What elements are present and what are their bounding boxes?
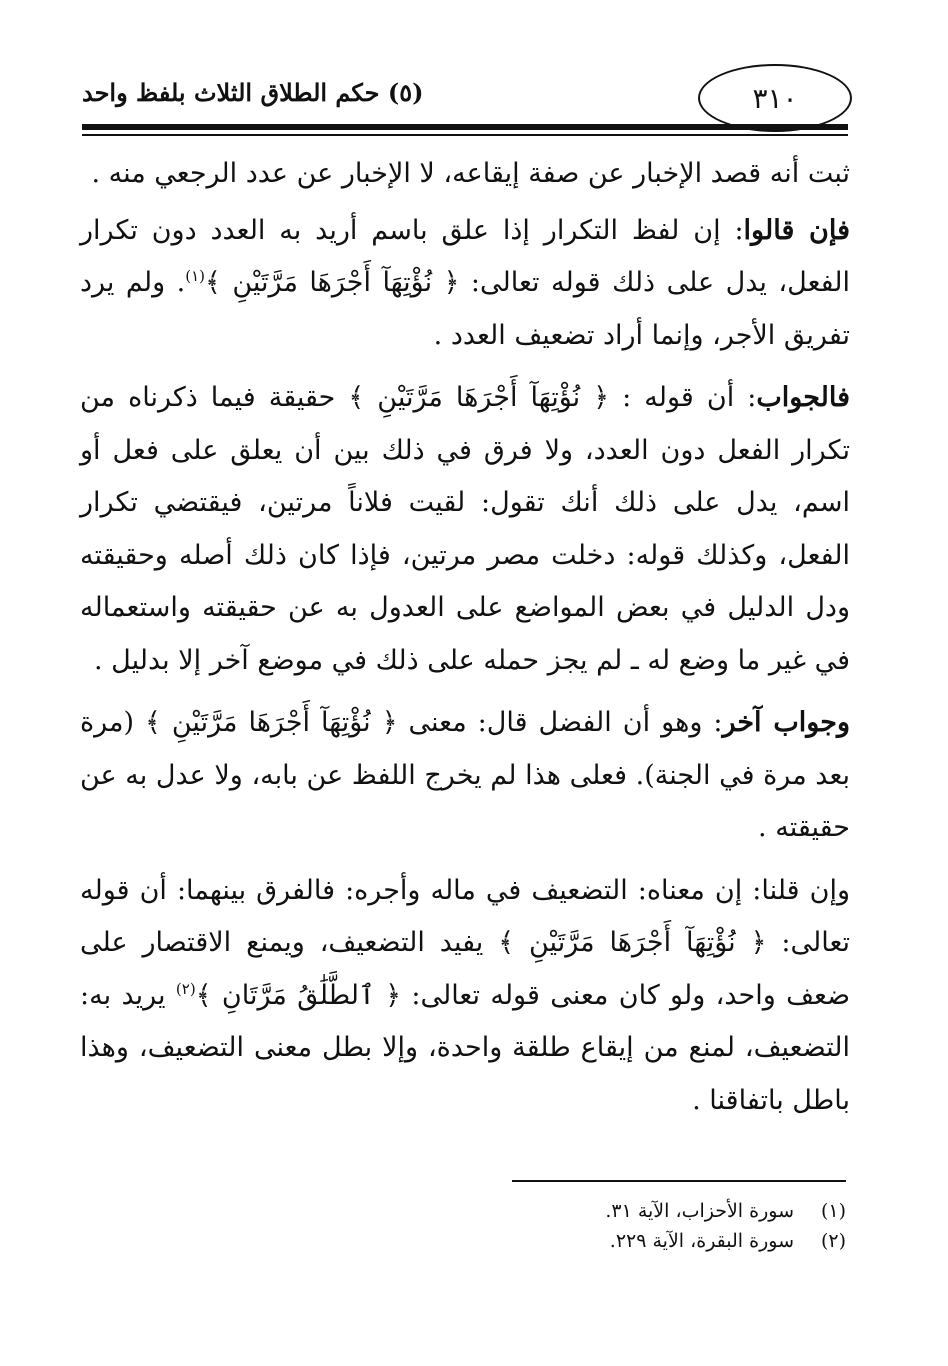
paragraph xyxy=(80,697,850,855)
header-rule-thick xyxy=(82,124,848,130)
paragraph-text: : إن لفظ التكرار إذا علق باسم أريد به العدد دون تكرار الفعل، يدل على ذلك قوله تعالى: ﴿ نُؤْتِهَآ أَجْرَهَا مَرَّتَيْنِ ﴾ xyxy=(80,214,850,298)
running-title: (٥) حكم الطلاق الثلاث بلفظ واحد xyxy=(82,78,424,107)
paragraph-lead: وجواب آخر xyxy=(722,707,850,738)
footnote-ref: (١) xyxy=(185,267,206,285)
paragraph-text-cont: يريد به: التضعيف، لمنع من إيقاع طلقة واحدة، وإلا بطل معنى التضعيف، وهذا باطل باتفاقنا . xyxy=(80,979,850,1116)
paragraph-text: : أن قوله : ﴿ نُؤْتِهَآ أَجْرَهَا مَرَّتَيْنِ ﴾ حقيقة فيما ذكرناه من تكرار الفعل دون العدد، ولا فرق في ذلك بين أن يعلق على فعل أو اسم، يدل على ذلك أنك تقول: لقيت فلاناً مرتين، فيقتضي تكرار الفعل، وكذلك قوله: دخلت مصر مرتين، فإذا كان ذلك أصله وحقيقته ودل الدليل في بعض المواضع على العدول به عن حقيقته واستعماله في غير ما وضع له ـ لم يجز حمله على ذلك في موضع آخر إلا بدليل . xyxy=(80,382,851,676)
footnote xyxy=(300,1226,846,1256)
paragraph xyxy=(80,148,850,201)
body-text xyxy=(80,148,850,1137)
paragraph-lead: فالجواب xyxy=(756,382,850,413)
paragraph-text: وإن قلنا: إن معناه: التضعيف في ماله وأجره: فالفرق بينهما: أن قوله تعالى: ﴿ نُؤْتِهَآ أَجْرَهَا مَرَّتَيْنِ ﴾ يفيد التضعيف، ويمنع الاقتصار على ضعف واحد، ولو كان معنى قوله تعالى: ﴿ ٱلطَّلَٰقُ مَرَّتَانِ ﴾ xyxy=(80,874,850,1011)
paragraph-lead: فإن قالوا xyxy=(743,214,851,246)
footnote-rule xyxy=(512,1180,846,1182)
paragraph xyxy=(80,205,850,363)
paragraph xyxy=(80,865,850,1128)
footnotes xyxy=(300,1196,846,1256)
paragraph-text: : وهو أن الفضل قال: معنى ﴿ نُؤْتِهَآ أَجْرَهَا مَرَّتَيْنِ ﴾ (مرة بعد مرة في الجنة). فعلى هذا لم يخرج اللفظ عن بابه، ولا عدل به عن حقيقته . xyxy=(80,707,850,843)
footnote xyxy=(300,1196,846,1226)
paragraph-text-cont: . ولم يرد تفريق الأجر، وإنما أراد تضعيف العدد . xyxy=(80,267,850,351)
header-rule-thin xyxy=(82,134,848,136)
page-number: ٣١٠ xyxy=(698,64,852,132)
footnote-mark: (١) xyxy=(820,1200,846,1222)
footnote-ref: (٢) xyxy=(175,979,196,998)
footnote-text: سورة البقرة، الآية ٢٢٩. xyxy=(609,1230,794,1252)
paragraph-text: ثبت أنه قصد الإخبار عن صفة إيقاعه، لا الإخبار عن عدد الرجعي منه . xyxy=(91,158,850,189)
footnote-text: سورة الأحزاب، الآية ٣١. xyxy=(605,1200,794,1222)
footnote-mark: (٢) xyxy=(820,1230,846,1252)
paragraph xyxy=(80,372,850,687)
